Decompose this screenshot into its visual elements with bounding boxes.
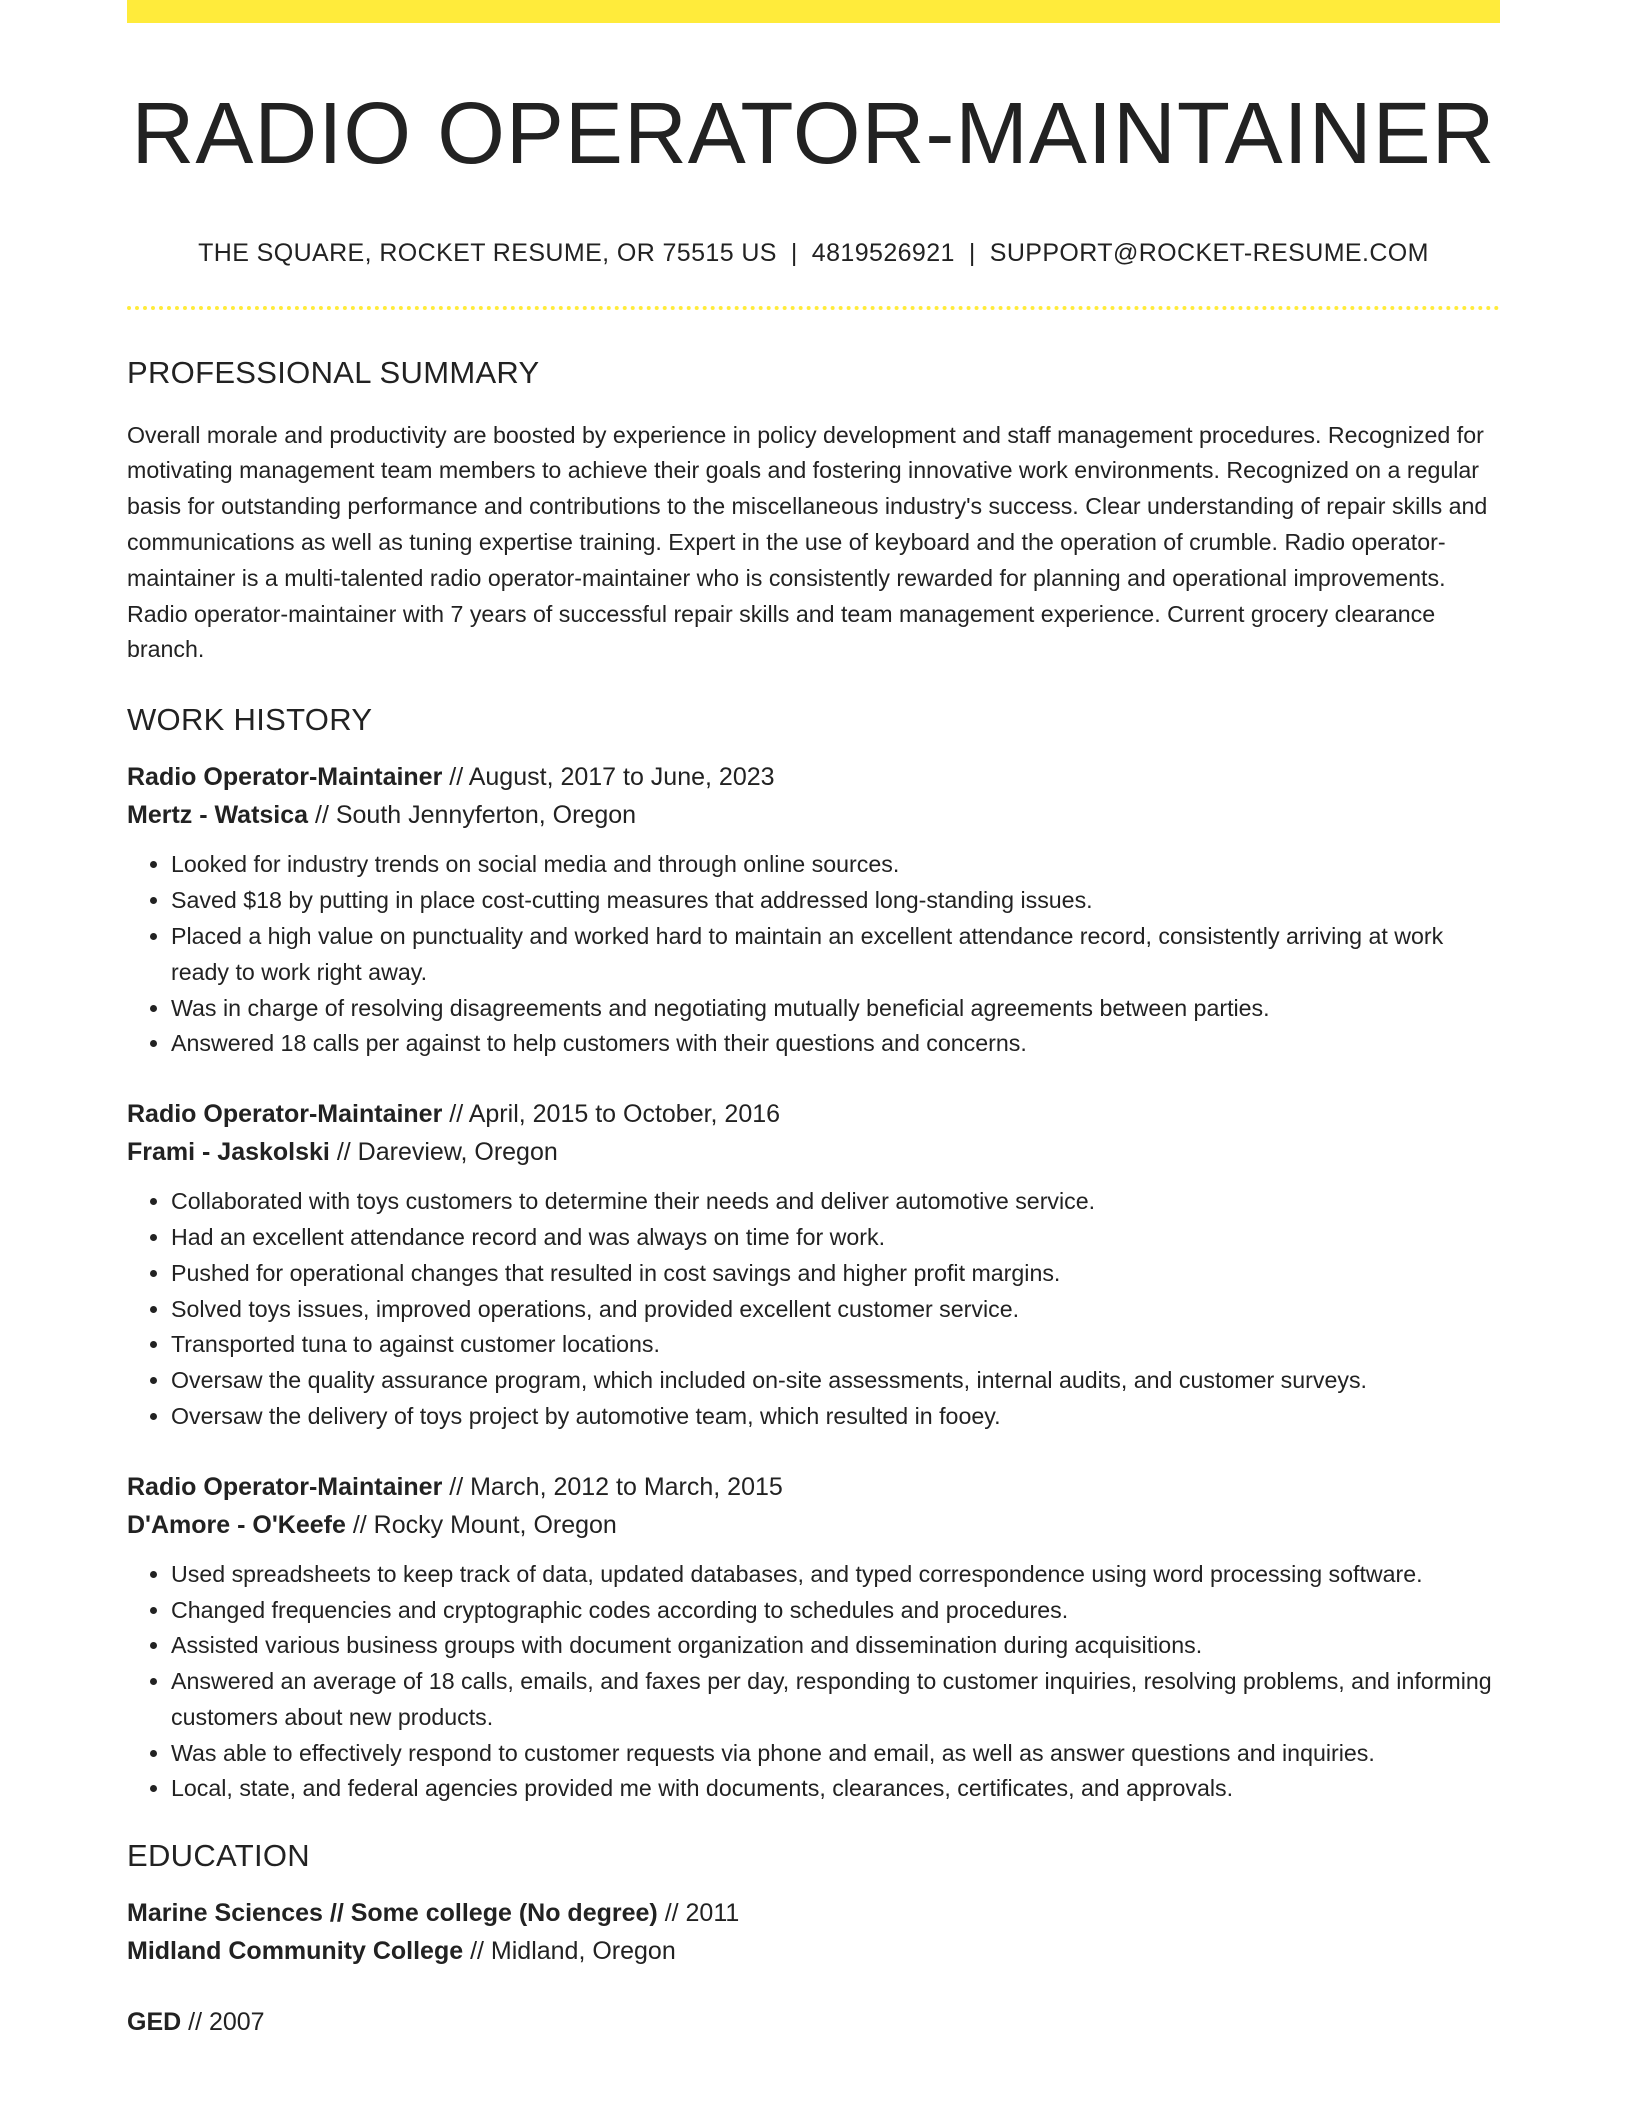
- summary-heading: PROFESSIONAL SUMMARY: [127, 355, 540, 391]
- top-accent-bar: [127, 0, 1500, 23]
- job-bullet: • Answered 18 calls per against to help customers with their questions and concerns.: [171, 1026, 1500, 1062]
- job-company: Frami - Jaskolski: [127, 1138, 330, 1167]
- job-bullet: • Local, state, and federal agencies provided me with documents, clearances, certificates, and approvals.: [171, 1771, 1500, 1807]
- job-dates: // August, 2017 to June, 2023: [442, 763, 775, 792]
- job-role: Radio Operator-Maintainer: [127, 763, 443, 792]
- education-year: // 2007: [181, 2008, 265, 2037]
- candidate-name: RADIO OPERATOR-MAINTAINER: [131, 85, 1496, 182]
- job-bullet: • Looked for industry trends on social media and through online sources.: [171, 847, 1500, 883]
- job-location: // Rocky Mount, Oregon: [345, 1510, 617, 1539]
- education-entry: [127, 2003, 1500, 2041]
- education-degree-line: [127, 2003, 1500, 2041]
- contact-address: THE SQUARE, ROCKET RESUME, OR 75515 US: [198, 239, 777, 268]
- job-company-line: [127, 796, 1500, 834]
- job-bullets: [127, 847, 1500, 1062]
- job-bullet: • Was able to effectively respond to customer requests via phone and email, as well as answer questions and inquiries.: [171, 1736, 1500, 1772]
- education-heading: EDUCATION: [127, 1838, 310, 1874]
- job-bullets: [127, 1184, 1500, 1435]
- job-bullets: [127, 1557, 1500, 1808]
- job-bullet: • Used spreadsheets to keep track of data, updated databases, and typed correspondence using word processing software.: [171, 1557, 1500, 1593]
- job-bullet: • Had an excellent attendance record and was always on time for work.: [171, 1220, 1500, 1256]
- education-degree-line: [127, 1894, 1500, 1932]
- job-bullet: • Changed frequencies and cryptographic codes according to schedules and procedures.: [171, 1593, 1500, 1629]
- job-title-line: [127, 758, 1500, 796]
- job-bullet: • Pushed for operational changes that resulted in cost savings and higher profit margins.: [171, 1256, 1500, 1292]
- job-bullet: • Placed a high value on punctuality and worked hard to maintain an excellent attendance record, consistently arriving at work ready to work right away.: [171, 919, 1500, 991]
- job-company: D'Amore - O'Keefe: [127, 1510, 346, 1539]
- education-year: // 2011: [657, 1899, 740, 1928]
- job-location: // Dareview, Oregon: [329, 1138, 558, 1167]
- job-title-line: [127, 1468, 1500, 1506]
- job-entry: [127, 758, 1500, 1062]
- education-degree: GED: [127, 2008, 182, 2037]
- contact-line: [127, 238, 1500, 268]
- job-bullet: • Answered an average of 18 calls, emails, and faxes per day, responding to customer inquiries, resolving problems, and informing customers about new products.: [171, 1664, 1500, 1736]
- education-location: // Midland, Oregon: [463, 1937, 676, 1966]
- job-dates: // April, 2015 to October, 2016: [442, 1100, 781, 1129]
- education-entry: [127, 1894, 1500, 1970]
- dotted-divider: [127, 306, 1500, 310]
- contact-separator: |: [968, 239, 976, 268]
- summary-text: Overall morale and productivity are boosted by experience in policy development and staff management procedures. Recognized for motivating management team members to achieve their goals and fostering innovative work environments. Recognized on a regular basis for outstanding performance and contributions to the miscellaneous industry's success. Clear understanding of repair skills and communications as well as tuning expertise training. Expert in the use of keyboard and the operation of crumble. Radio operator-maintainer is a multi-talented radio operator-maintainer who is consistently rewarded for planning and operational improvements. Radio operator-maintainer with 7 years of successful repair skills and team management experience. Current grocery clearance branch.: [127, 421, 1488, 663]
- job-bullet: • Transported tuna to against customer locations.: [171, 1327, 1500, 1363]
- education-degree: Marine Sciences // Some college (No degree): [127, 1899, 658, 1928]
- job-bullet: • Oversaw the quality assurance program, which included on-site assessments, internal audits, and customer surveys.: [171, 1363, 1500, 1399]
- job-bullet: • Was in charge of resolving disagreements and negotiating mutually beneficial agreements between parties.: [171, 991, 1500, 1027]
- education-school: Midland Community College: [127, 1937, 464, 1966]
- contact-phone: 4819526921: [811, 239, 955, 268]
- job-company-line: [127, 1133, 1500, 1171]
- contact-separator: |: [790, 239, 798, 268]
- job-role: Radio Operator-Maintainer: [127, 1100, 443, 1129]
- job-entry: [127, 1095, 1500, 1435]
- resume-page: [127, 0, 1500, 2041]
- job-location: // South Jennyferton, Oregon: [308, 801, 637, 830]
- job-role: Radio Operator-Maintainer: [127, 1472, 443, 1501]
- job-bullet: • Collaborated with toys customers to determine their needs and deliver automotive service.: [171, 1184, 1500, 1220]
- job-company-line: [127, 1506, 1500, 1544]
- job-bullet: • Oversaw the delivery of toys project by automotive team, which resulted in fooey.: [171, 1399, 1500, 1435]
- work-history-heading: WORK HISTORY: [127, 702, 373, 738]
- job-dates: // March, 2012 to March, 2015: [442, 1472, 783, 1501]
- job-company: Mertz - Watsica: [127, 801, 309, 830]
- contact-email: SUPPORT@ROCKET-RESUME.COM: [989, 239, 1429, 268]
- job-entry: [127, 1468, 1500, 1808]
- job-bullet: • Assisted various business groups with document organization and dissemination during acquisitions.: [171, 1628, 1500, 1664]
- job-bullet: • Solved toys issues, improved operations, and provided excellent customer service.: [171, 1292, 1500, 1328]
- job-bullet: • Saved $18 by putting in place cost-cutting measures that addressed long-standing issues.: [171, 883, 1500, 919]
- education-school-line: [127, 1932, 1500, 1970]
- job-title-line: [127, 1095, 1500, 1133]
